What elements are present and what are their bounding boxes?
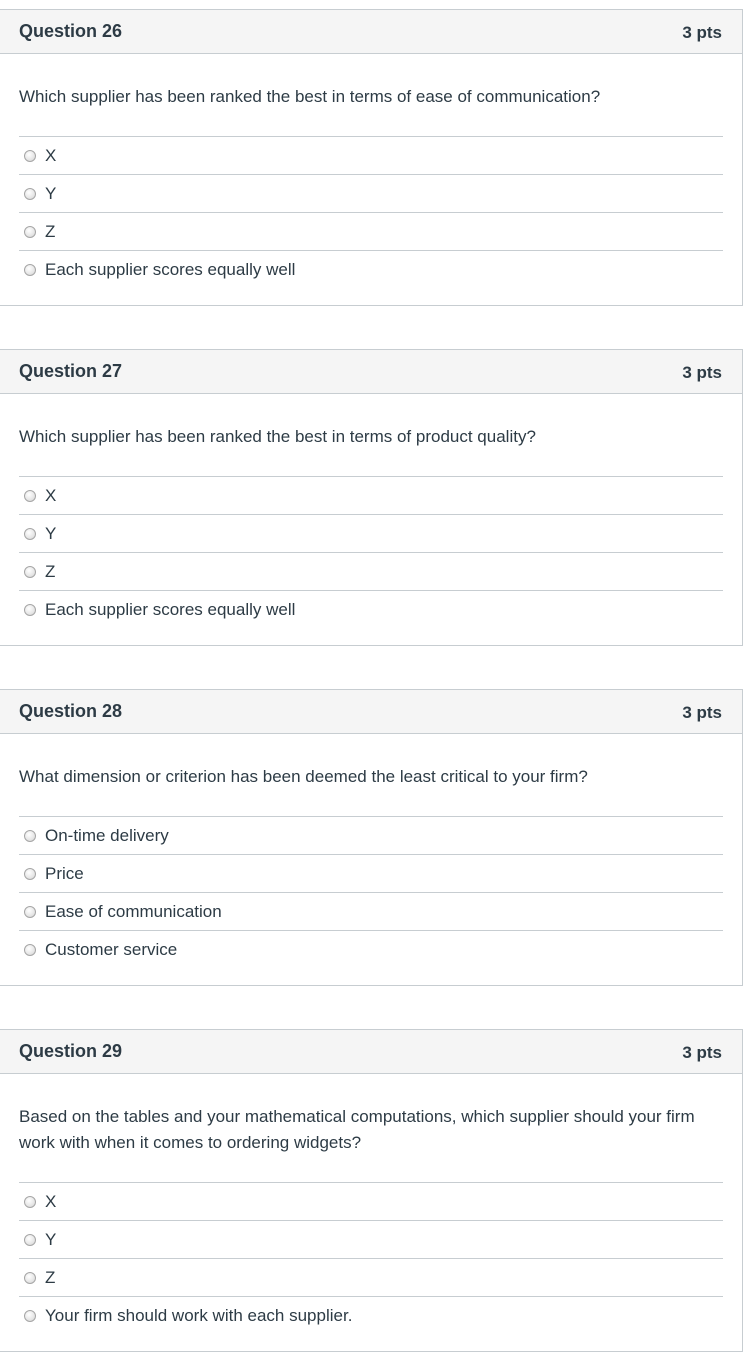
question-header xyxy=(0,690,742,734)
answer-label[interactable]: Ease of communication xyxy=(45,901,222,921)
answer-label[interactable]: Each supplier scores equally well xyxy=(45,259,296,279)
answer-list xyxy=(19,816,723,968)
radio-button[interactable] xyxy=(24,944,36,956)
answer-label[interactable]: X xyxy=(45,1191,57,1211)
answer-option[interactable] xyxy=(19,892,723,930)
radio-button[interactable] xyxy=(24,226,36,238)
answer-option[interactable] xyxy=(19,816,723,854)
answer-option[interactable] xyxy=(19,250,723,288)
answer-label[interactable]: Z xyxy=(45,1267,56,1287)
radio-button[interactable] xyxy=(24,528,36,540)
question-header xyxy=(0,1030,742,1074)
answer-label[interactable]: Price xyxy=(45,863,84,883)
answer-option[interactable] xyxy=(19,1220,723,1258)
question-points: 3 pts xyxy=(682,363,722,382)
radio-button[interactable] xyxy=(24,906,36,918)
answer-option[interactable] xyxy=(19,476,723,514)
question-card xyxy=(0,349,743,646)
radio-button[interactable] xyxy=(24,604,36,616)
answer-label[interactable]: Y xyxy=(45,183,57,203)
question-header xyxy=(0,10,742,54)
answer-option[interactable] xyxy=(19,590,723,628)
question-card xyxy=(0,689,743,986)
radio-button[interactable] xyxy=(24,490,36,502)
answer-label[interactable]: On-time delivery xyxy=(45,825,169,845)
question-text: Which supplier has been ranked the best in terms of ease of communication? xyxy=(19,87,601,106)
question-header xyxy=(0,350,742,394)
answer-label[interactable]: Z xyxy=(45,561,56,581)
question-points: 3 pts xyxy=(682,23,722,42)
question-title: Question 29 xyxy=(19,1041,123,1061)
question-title: Question 26 xyxy=(19,21,123,41)
answer-label[interactable]: Y xyxy=(45,1229,57,1249)
answer-list xyxy=(19,476,723,628)
radio-button[interactable] xyxy=(24,1272,36,1284)
answer-label[interactable]: X xyxy=(45,485,57,505)
answer-label[interactable]: Z xyxy=(45,221,56,241)
answer-label[interactable]: Each supplier scores equally well xyxy=(45,599,296,619)
question-text: Which supplier has been ranked the best in terms of product quality? xyxy=(19,427,536,446)
answer-option[interactable] xyxy=(19,1182,723,1220)
radio-button[interactable] xyxy=(24,150,36,162)
radio-button[interactable] xyxy=(24,1310,36,1322)
answer-label[interactable]: Y xyxy=(45,523,57,543)
question-text: What dimension or criterion has been deemed the least critical to your firm? xyxy=(19,767,588,786)
answer-label[interactable]: X xyxy=(45,145,57,165)
answer-option[interactable] xyxy=(19,1296,723,1334)
question-text: Based on the tables and your mathematical computations, which supplier should your firm work with when it comes to ordering widgets? xyxy=(19,1107,695,1152)
answer-option[interactable] xyxy=(19,212,723,250)
answer-option[interactable] xyxy=(19,1258,723,1296)
radio-button[interactable] xyxy=(24,1196,36,1208)
question-title: Question 28 xyxy=(19,701,123,721)
answer-label[interactable]: Your firm should work with each supplier. xyxy=(45,1305,353,1325)
radio-button[interactable] xyxy=(24,830,36,842)
answer-option[interactable] xyxy=(19,514,723,552)
question-title: Question 27 xyxy=(19,361,123,381)
question-card xyxy=(0,1029,743,1352)
question-card xyxy=(0,9,743,306)
answer-list xyxy=(19,1182,723,1334)
radio-button[interactable] xyxy=(24,188,36,200)
radio-button[interactable] xyxy=(24,868,36,880)
answer-option[interactable] xyxy=(19,136,723,174)
answer-list xyxy=(19,136,723,288)
question-points: 3 pts xyxy=(682,1043,722,1062)
answer-option[interactable] xyxy=(19,930,723,968)
radio-button[interactable] xyxy=(24,566,36,578)
answer-option[interactable] xyxy=(19,854,723,892)
question-points: 3 pts xyxy=(682,703,722,722)
answer-label[interactable]: Customer service xyxy=(45,939,178,959)
answer-option[interactable] xyxy=(19,552,723,590)
answer-option[interactable] xyxy=(19,174,723,212)
radio-button[interactable] xyxy=(24,1234,36,1246)
radio-button[interactable] xyxy=(24,264,36,276)
